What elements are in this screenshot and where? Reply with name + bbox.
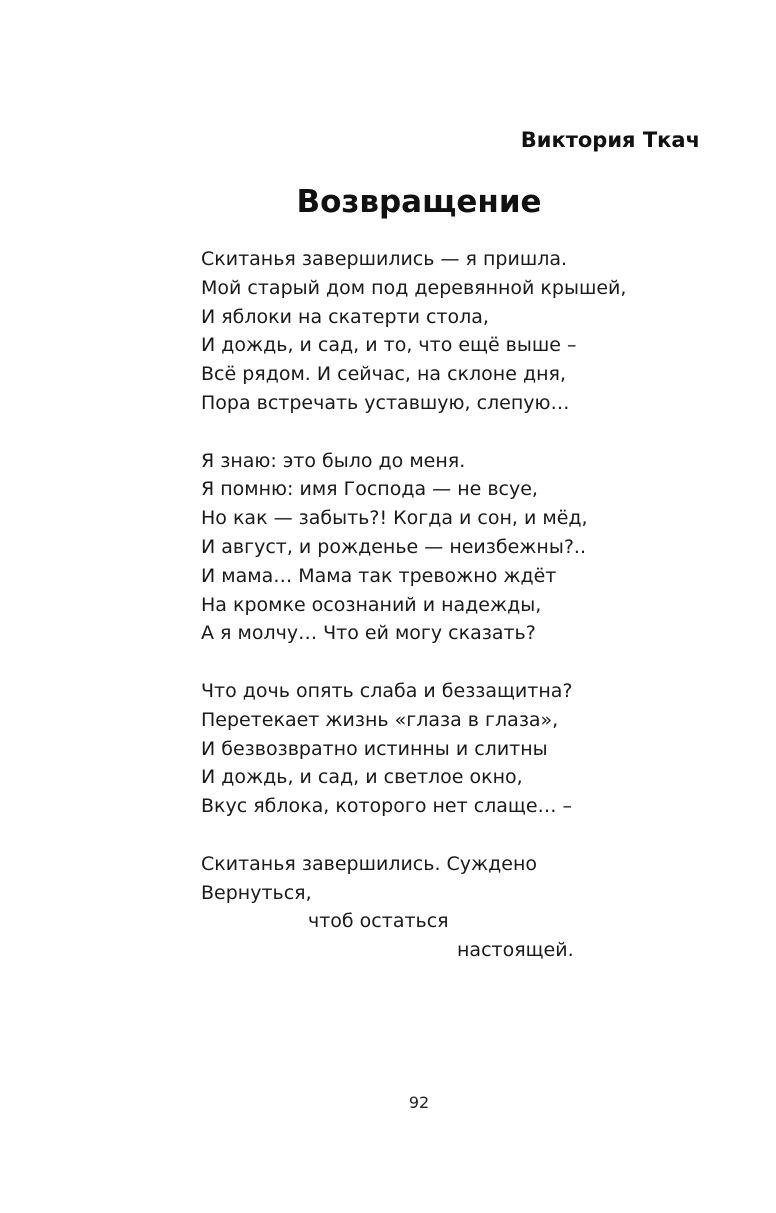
poem-line: Вернуться,	[201, 881, 312, 904]
page-number: 92	[408, 1093, 430, 1112]
poem-line: Перетекает жизнь «глаза в глаза»,	[201, 708, 559, 731]
poem-line: Вкус яблока, которого нет слаще… –	[201, 795, 573, 818]
poem-line: Скитанья завершились. Суждено	[201, 852, 538, 875]
poem-line-indented: настоящей.	[457, 939, 574, 962]
poem-line: И безвозвратно истинны и слитны	[201, 737, 548, 760]
stanza-2	[201, 447, 626, 649]
poem-line: Я знаю: это было до меня.	[201, 449, 466, 472]
poem-line: Скитанья завершились — я пришла.	[201, 248, 568, 270]
poem-line: И август, и рожденье — неизбежны?..	[201, 535, 586, 558]
stanza-3	[201, 677, 626, 821]
author-name: Виктория Ткач	[520, 128, 700, 152]
poem-line: На кромке осознаний и надежды,	[201, 593, 542, 616]
poem-line: Мой старый дом под деревянной крышей,	[201, 276, 627, 299]
poem-line: Всё рядом. И сейчас, на склоне дня,	[201, 363, 566, 386]
poem-line: И дождь, и сад, и светлое окно,	[201, 766, 523, 789]
poem-line: Пора встречать уставшую, слепую…	[201, 391, 570, 414]
poem-line: И яблоки на скатерти стола,	[201, 305, 489, 328]
stanza-1	[201, 245, 626, 418]
poem-line: Я помню: имя Господа — не всуе,	[201, 478, 538, 501]
poem-title: Возвращение	[296, 184, 542, 220]
poem-line: И дождь, и сад, и то, что ещё выше –	[201, 334, 577, 357]
poem-line: И мама… Мама так тревожно ждёт	[201, 564, 557, 587]
poem-line: Но как — забыть?! Когда и сон, и мёд,	[201, 507, 588, 530]
poem-line: А я молчу… Что ей могу сказать?	[201, 622, 536, 645]
poem-line: Что дочь опять слаба и беззащитна?	[201, 679, 573, 702]
stanza-4	[201, 850, 626, 965]
poem-body	[201, 245, 626, 994]
poem-line-indented: чтоб остаться	[308, 910, 449, 933]
